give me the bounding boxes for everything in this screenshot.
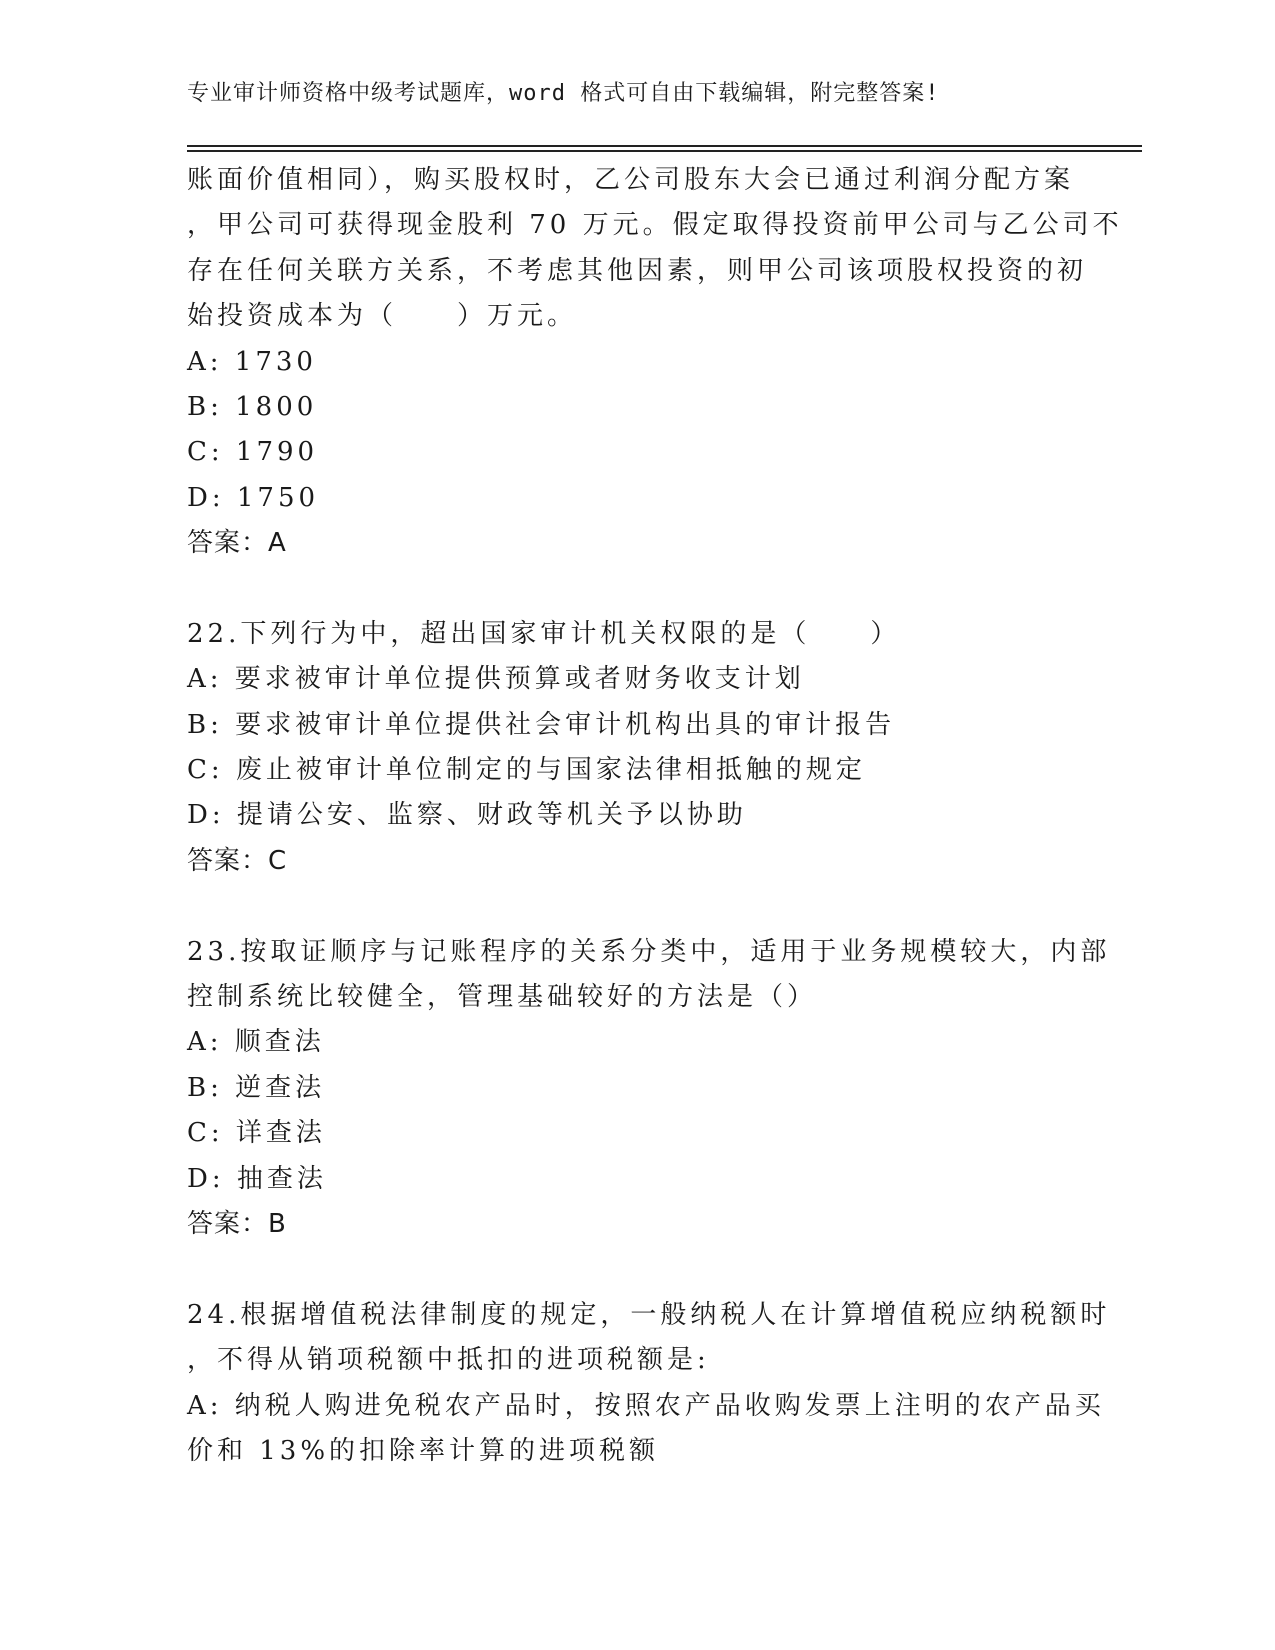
question-23 xyxy=(187,930,1111,1248)
question-stem-line: ，不得从销项税额中抵扣的进项税额是: xyxy=(187,1345,710,1376)
option-a: A: 要求被审计单位提供预算或者财务收支计划 xyxy=(187,664,805,695)
option-a: A: 1730 xyxy=(187,346,317,377)
question-stem-line: 存在任何关联方关系，不考虑其他因素，则甲公司该项股权投资的初 xyxy=(187,255,1088,286)
question-stem-line: 23.按取证顺序与记账程序的关系分类中，适用于业务规模较大，内部 xyxy=(187,936,1111,967)
option-a: A: 纳税人购进免税农产品时，按照农产品收购发票上注明的农产品买 xyxy=(187,1390,1105,1421)
option-a-continuation: 价和 13%的扣除率计算的进项税额 xyxy=(187,1435,660,1466)
question-spacer xyxy=(187,1247,1087,1292)
answer-line: 答案：C xyxy=(187,845,288,876)
question-stem-line: 22.下列行为中，超出国家审计机关权限的是（ ） xyxy=(187,618,901,649)
header-rule-thick xyxy=(187,150,1142,152)
question-stem-line: 始投资成本为（ ）万元。 xyxy=(187,301,578,332)
answer-line: 答案：B xyxy=(187,1208,287,1239)
option-a: A: 顺查法 xyxy=(187,1027,325,1058)
option-b: B: 要求被审计单位提供社会审计机构出具的审计报告 xyxy=(187,709,896,740)
answer-line: 答案：A xyxy=(187,528,287,559)
option-d: D: 1750 xyxy=(187,482,320,513)
option-d: D: 提请公安、监察、财政等机关予以协助 xyxy=(187,800,747,831)
option-b: B: 逆查法 xyxy=(187,1072,326,1103)
option-b: B: 1800 xyxy=(187,391,318,422)
question-stem-line: 24.根据增值税法律制度的规定，一般纳税人在计算增值税应纳税额时 xyxy=(187,1299,1111,1330)
option-c: C: 详查法 xyxy=(187,1118,326,1149)
option-c: C: 1790 xyxy=(187,437,319,468)
question-22 xyxy=(187,612,1087,884)
question-stem-line: 控制系统比较健全，管理基础较好的方法是（） xyxy=(187,982,818,1013)
question-spacer xyxy=(187,884,1087,929)
question-24 xyxy=(187,1293,1111,1475)
option-c: C: 废止被审计单位制定的与国家法律相抵触的规定 xyxy=(187,755,866,786)
header-rule-thin xyxy=(187,145,1142,147)
page-header: 专业审计师资格中级考试题库，word 格式可自由下载编辑，附完整答案! xyxy=(187,81,940,106)
document-body xyxy=(187,158,1123,1474)
question-stem-line: ，甲公司可获得现金股利 70 万元。假定取得投资前甲公司与乙公司不 xyxy=(187,210,1123,241)
option-d: D: 抽查法 xyxy=(187,1163,327,1194)
question-stem-line: 账面价值相同），购买股权时，乙公司股东大会已通过利润分配方案 xyxy=(187,165,1075,195)
question-21 xyxy=(187,158,1123,567)
question-spacer xyxy=(187,567,1087,612)
